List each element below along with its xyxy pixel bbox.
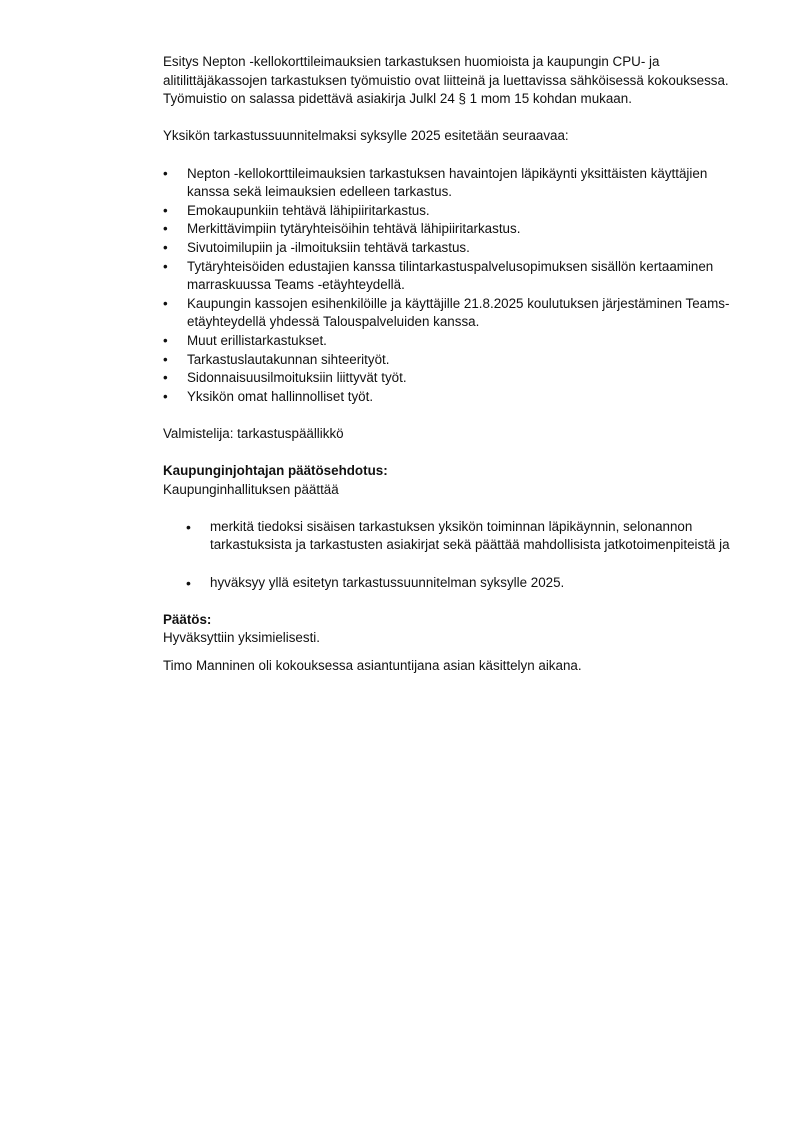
- spacer: [163, 555, 738, 574]
- bullet-icon: •: [163, 165, 168, 181]
- bullet-icon: •: [186, 574, 191, 591]
- expert-note: Timo Manninen oli kokouksessa asiantuntijana asian käsittelyn aikana.: [163, 658, 582, 673]
- plan-item: [163, 351, 738, 370]
- proposal-item-text: hyväksyy yllä esitetyn tarkastussuunnitelman syksylle 2025.: [210, 574, 565, 590]
- spacer: [163, 109, 738, 128]
- proposal-item: [163, 518, 738, 555]
- spacer: [163, 443, 738, 462]
- plan-item-text: Emokaupunkiin tehtävä lähipiiritarkastus.: [187, 202, 430, 218]
- proposal-item-text: merkitä tiedoksi sisäisen tarkastuksen yksikön toiminnan läpikäynnin, selonannon tarkastuksista ja tarkastusten asiakirjat sekä päättää mahdollisista jatkotoimenpiteistä ja: [210, 518, 730, 553]
- decision-text: Hyväksyttiin yksimielisesti.: [163, 630, 320, 646]
- spacer: [163, 648, 738, 657]
- spacer: [163, 146, 738, 165]
- plan-item-text: Tarkastuslautakunnan sihteerityöt.: [187, 351, 390, 367]
- plan-item-text: Merkittävimpiin tytäryhteisöihin tehtävä lähipiiritarkastus.: [187, 221, 521, 237]
- proposal-heading: Kaupunginjohtajan päätösehdotus:: [163, 463, 388, 479]
- bullet-icon: •: [163, 258, 168, 274]
- plan-list: [163, 165, 738, 407]
- plan-item-text: Sivutoimilupiin ja -ilmoituksiin tehtävä tarkastus.: [187, 239, 470, 255]
- bullet-icon: •: [163, 388, 168, 404]
- plan-item-text: Muut erillistarkastukset.: [187, 332, 327, 348]
- plan-item-text: Nepton -kellokorttileimauksien tarkastuksen havaintojen läpikäynti yksittäisten käyttäjien kanssa sekä leimauksien edelleen tarkastus.: [187, 165, 708, 200]
- bullet-icon: •: [163, 332, 168, 348]
- document-page: [163, 53, 738, 676]
- bullet-icon: •: [163, 239, 168, 255]
- proposal-item: [163, 574, 738, 593]
- proposal-lead: Kaupunginhallituksen päättää: [163, 481, 339, 497]
- plan-item-text: Sidonnaisuusilmoituksiin liittyvät työt.: [187, 370, 407, 386]
- bullet-icon: •: [163, 221, 168, 237]
- plan-item: [163, 369, 738, 388]
- plan-item: [163, 165, 738, 202]
- plan-item: [163, 388, 738, 407]
- proposal-list: [163, 518, 738, 592]
- spacer: [163, 592, 738, 611]
- bullet-icon: •: [163, 295, 168, 311]
- intro-paragraph: Esitys Nepton -kellokorttileimauksien tarkastuksen huomioista ja kaupungin CPU- ja alitilittäjäkassojen tarkastuksen työmuistio ovat liitteinä ja luettavissa sähköisessä kokouksessa. Työmuistio on salassa pidettävä asiakirja Julkl 24 § 1 mom 15 kohdan mukaan.: [163, 54, 729, 107]
- plan-item: [163, 202, 738, 221]
- plan-heading: Yksikön tarkastussuunnitelmaksi syksylle 2025 esitetään seuraavaa:: [163, 128, 569, 144]
- plan-item: [163, 332, 738, 351]
- bullet-icon: •: [186, 518, 191, 535]
- plan-item: [163, 295, 738, 332]
- plan-item: [163, 239, 738, 258]
- spacer: [163, 499, 738, 518]
- bullet-icon: •: [163, 351, 168, 367]
- plan-item: [163, 220, 738, 239]
- plan-item-text: Yksikön omat hallinnolliset työt.: [187, 388, 374, 404]
- plan-item-text: Kaupungin kassojen esihenkilöille ja käyttäjille 21.8.2025 koulutuksen järjestäminen Teams-etäyhteydellä yhdessä Talouspalveluiden kanssa.: [187, 295, 730, 330]
- preparer-line: Valmistelija: tarkastuspäällikkö: [163, 425, 344, 441]
- bullet-icon: •: [163, 370, 168, 386]
- decision-heading: Päätös:: [163, 611, 212, 627]
- spacer: [163, 406, 738, 425]
- plan-item: [163, 258, 738, 295]
- bullet-icon: •: [163, 202, 168, 218]
- plan-item-text: Tytäryhteisöiden edustajien kanssa tilintarkastuspalvelusopimuksen sisällön kertaaminen marraskuussa Teams -etäyhteydellä.: [187, 258, 714, 293]
